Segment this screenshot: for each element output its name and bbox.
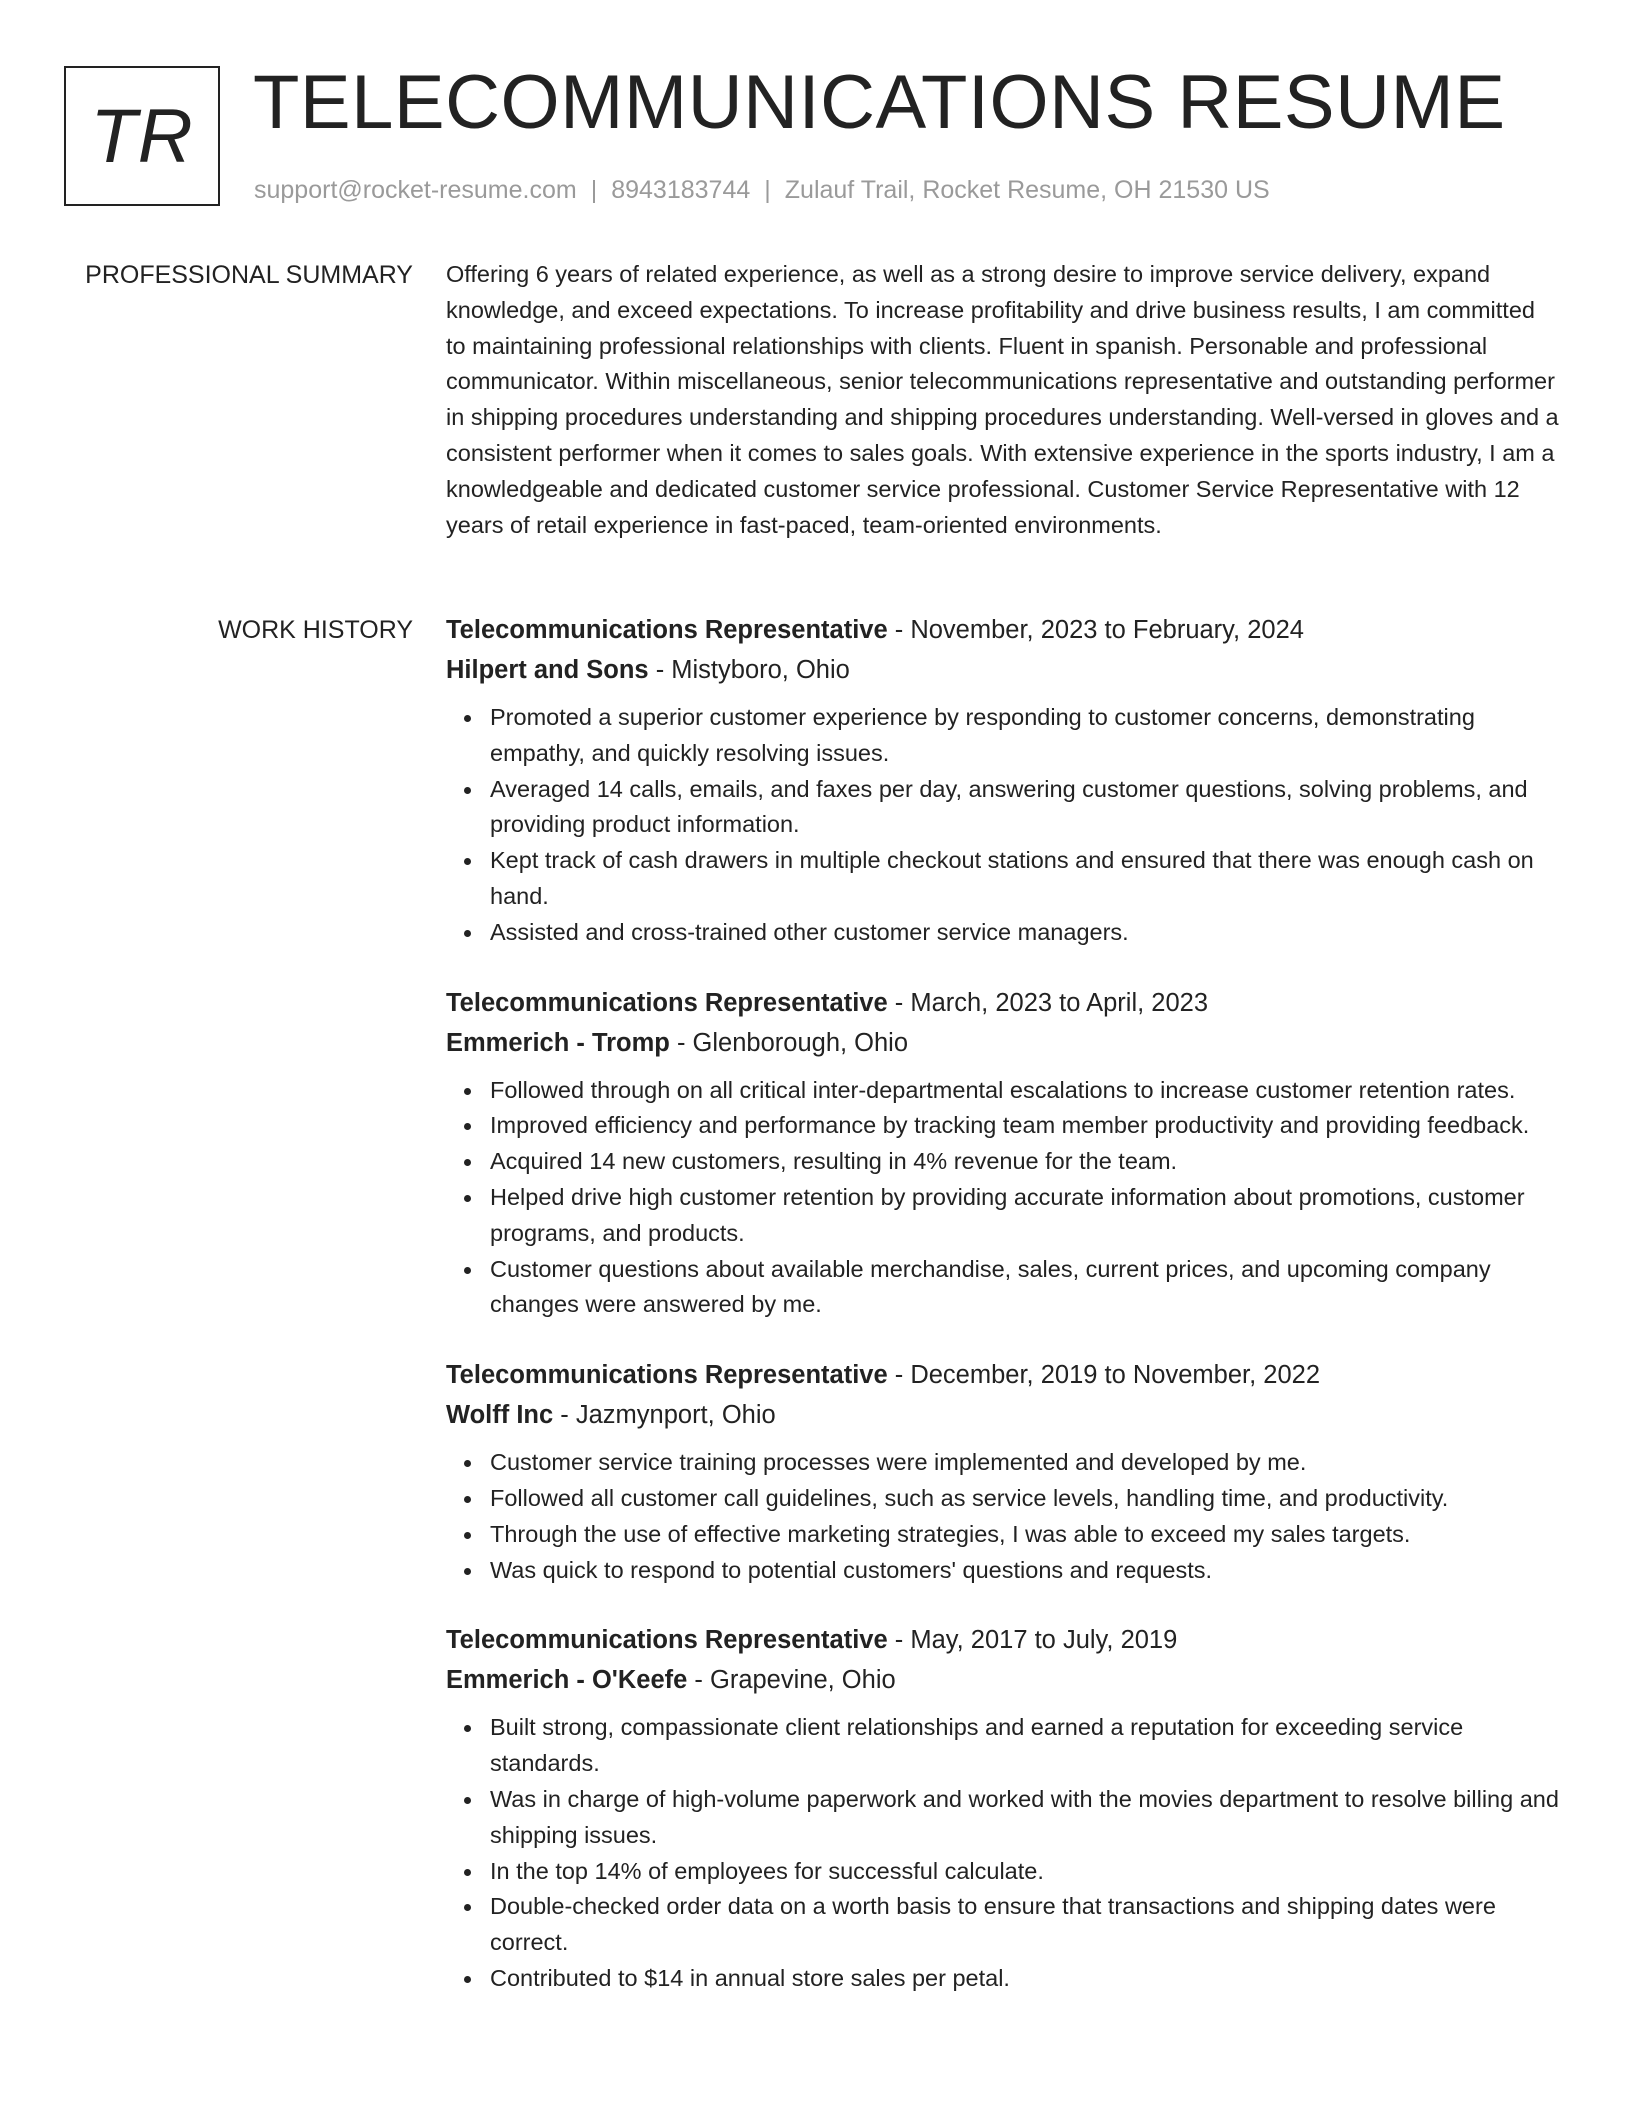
job-bullet: Helped drive high customer retention by providing accurate information about promotions, customer programs, and products. <box>490 1180 1561 1252</box>
job-company: Wolff Inc <box>446 1401 554 1430</box>
job-location: - Mistyboro, Ohio <box>648 656 850 684</box>
job-company: Hilpert and Sons <box>446 656 649 684</box>
job-bullet-list <box>446 1710 1561 1996</box>
job-bullet: Averaged 14 calls, emails, and faxes per day, answering customer questions, solving problems, and providing product information. <box>490 772 1561 844</box>
job-bullet: Was quick to respond to potential customers' questions and requests. <box>490 1553 1561 1589</box>
job-bullet-list <box>446 1445 1561 1588</box>
work-history-heading: WORK HISTORY <box>218 616 413 644</box>
monogram-badge <box>64 66 220 206</box>
job-bullet: Built strong, compassionate client relationships and earned a reputation for exceeding service standards. <box>490 1710 1561 1782</box>
job-bullet: Assisted and cross-trained other customer service managers. <box>490 915 1561 951</box>
summary-body <box>446 257 1561 543</box>
job-entry <box>446 610 1561 951</box>
job-company-line <box>446 1023 1561 1063</box>
job-bullet: Customer service training processes were implemented and developed by me. <box>490 1445 1561 1481</box>
job-company-line <box>446 1395 1561 1435</box>
job-entry <box>446 1620 1561 1996</box>
job-title-line <box>446 610 1561 650</box>
job-entry <box>446 1355 1561 1588</box>
job-bullet: Promoted a superior customer experience by responding to customer concerns, demonstrating empathy, and quickly resolving issues. <box>490 700 1561 772</box>
job-bullet: Contributed to $14 in annual store sales per petal. <box>490 1961 1561 1997</box>
contact-email: support@rocket-resume.com <box>254 176 577 204</box>
job-bullet: Through the use of effective marketing strategies, I was able to exceed my sales targets. <box>490 1517 1561 1553</box>
job-title: Telecommunications Representative <box>446 1626 888 1655</box>
summary-heading: PROFESSIONAL SUMMARY <box>85 261 413 289</box>
job-location: - Grapevine, Ohio <box>687 1666 896 1695</box>
job-bullet-list <box>446 700 1561 951</box>
job-dates: - May, 2017 to July, 2019 <box>887 1626 1178 1655</box>
job-title-line <box>446 1355 1561 1395</box>
job-dates: - November, 2023 to February, 2024 <box>887 616 1304 644</box>
job-bullet-list <box>446 1073 1561 1324</box>
job-title-line <box>446 1620 1561 1660</box>
job-title: Telecommunications Representative <box>446 616 888 644</box>
job-company: Emmerich - O'Keefe <box>446 1666 688 1695</box>
contact-phone: 8943183744 <box>611 176 751 204</box>
job-bullet: In the top 14% of employees for successful calculate. <box>490 1854 1561 1890</box>
job-entry <box>446 983 1561 1324</box>
monogram-initials: TR <box>90 93 194 179</box>
contact-line <box>254 173 1270 207</box>
job-bullet: Double-checked order data on a worth basis to ensure that transactions and shipping dates were correct. <box>490 1889 1561 1961</box>
job-company-line <box>446 1660 1561 1700</box>
job-company: Emmerich - Tromp <box>446 1028 670 1057</box>
job-title: Telecommunications Representative <box>446 988 888 1017</box>
job-dates: - December, 2019 to November, 2022 <box>887 1361 1321 1390</box>
job-bullet: Kept track of cash drawers in multiple checkout stations and ensured that there was enough cash on hand. <box>490 843 1561 915</box>
job-location: - Jazmynport, Ohio <box>553 1401 776 1430</box>
job-company-line <box>446 650 1561 690</box>
summary-text: Offering 6 years of related experience, as well as a strong desire to improve service delivery, expand knowledge, and exceed expectations. To increase profitability and drive business results, I am committed to maintaining professional relationships with clients. Fluent in spanish. Personable and professional communicator. Within miscellaneous, senior telecommunications representative and outstanding performer in shipping procedures understanding and shipping procedures understanding. Well-versed in gloves and a consistent performer when it comes to sales goals. With extensive experience in the sports industry, I am a knowledgeable and dedicated customer service professional. Customer Service Representative with 12 years of retail experience in fast-paced, team-oriented environments. <box>446 261 1559 538</box>
job-bullet: Followed through on all critical inter-departmental escalations to increase customer retention rates. <box>490 1073 1561 1109</box>
job-bullet: Improved efficiency and performance by tracking team member productivity and providing feedback. <box>490 1108 1561 1144</box>
job-location: - Glenborough, Ohio <box>669 1028 909 1057</box>
contact-separator: | <box>764 176 771 204</box>
job-title-line <box>446 983 1561 1023</box>
job-bullet: Was in charge of high-volume paperwork and worked with the movies department to resolve billing and shipping issues. <box>490 1782 1561 1854</box>
job-bullet: Customer questions about available merchandise, sales, current prices, and upcoming company changes were answered by me. <box>490 1252 1561 1324</box>
job-bullet: Followed all customer call guidelines, such as service levels, handling time, and productivity. <box>490 1481 1561 1517</box>
work-history-body <box>446 610 1561 2029</box>
job-dates: - March, 2023 to April, 2023 <box>887 988 1209 1017</box>
job-title: Telecommunications Representative <box>446 1361 888 1390</box>
job-bullet: Acquired 14 new customers, resulting in 4% revenue for the team. <box>490 1144 1561 1180</box>
contact-address: Zulauf Trail, Rocket Resume, OH 21530 US <box>784 176 1270 204</box>
contact-separator: | <box>590 176 598 204</box>
resume-title: TELECOMMUNICATIONS RESUME <box>253 60 1506 145</box>
